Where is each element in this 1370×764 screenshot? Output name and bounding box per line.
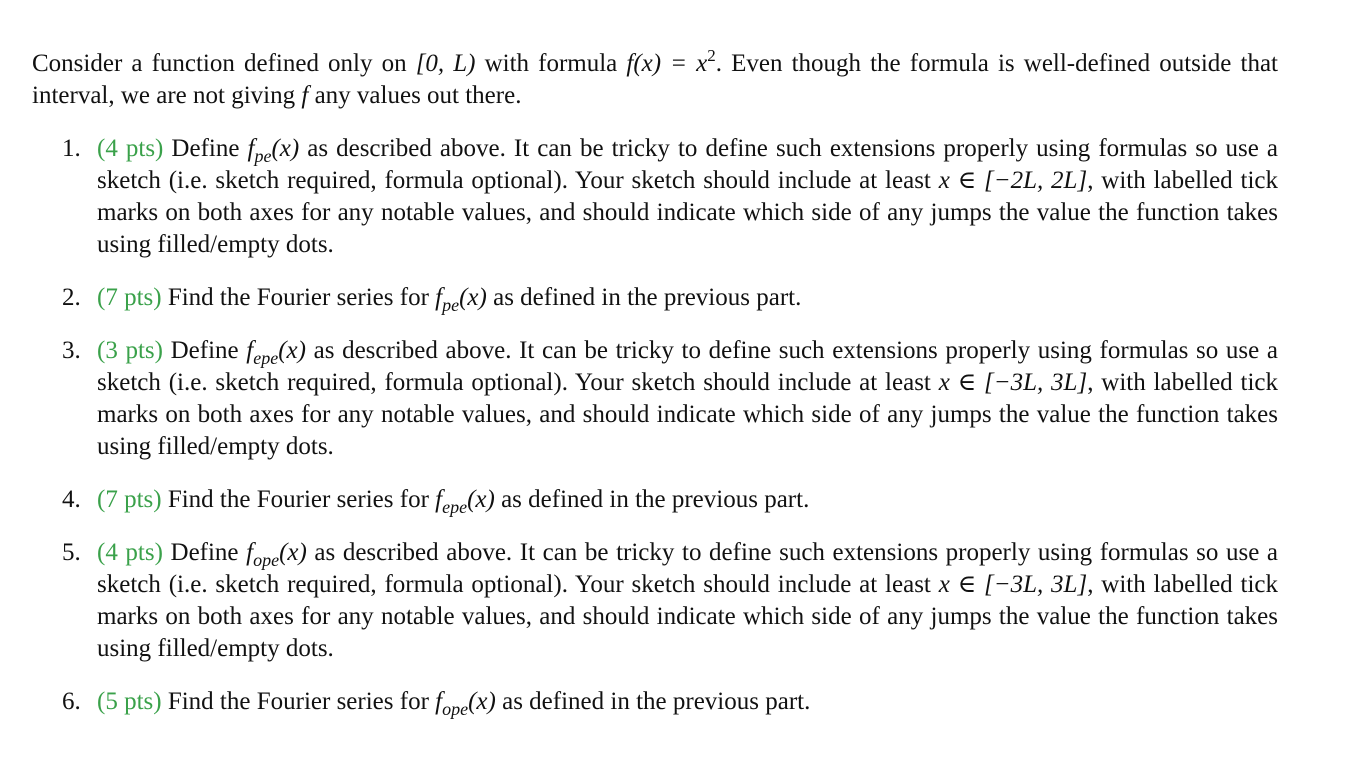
intro-paragraph [32, 48, 1278, 112]
interval-math: [0, L) [415, 50, 476, 77]
function-name: f [246, 337, 254, 364]
intro-text-4: any values out there. [308, 82, 522, 109]
problem-item [32, 133, 1278, 261]
problem-text: , with labelled tick marks on both axes for any notable values, and should indicate which side of any jumps the value the function takes using filled/empty dots. [97, 571, 1278, 662]
function-subscript: pe [442, 295, 460, 315]
problem-number: 2. [62, 284, 81, 311]
problem-text: Find the Fourier series for [161, 688, 436, 715]
problem-text: Define [163, 135, 248, 162]
function-subscript: ope [253, 550, 280, 570]
problem-item [32, 537, 1278, 665]
problem-text: as defined in the previous part. [495, 688, 811, 715]
range-math: x ∈ [−2L, 2L] [938, 167, 1088, 194]
problem-points: (5 pts) [97, 688, 162, 715]
problem-text: Define [162, 539, 247, 566]
function-arg: (x) [459, 284, 487, 311]
problem-points: (4 pts) [97, 135, 164, 162]
function-arg: (x) [468, 688, 496, 715]
problem-item [32, 484, 1278, 516]
function-name: f [435, 486, 443, 513]
range-math: x ∈ [−3L, 3L] [938, 369, 1088, 396]
function-name: f [246, 539, 254, 566]
formula-math: f(x) = x [626, 50, 708, 77]
function-subscript: ope [442, 699, 469, 719]
problem-text: , with labelled tick marks on both axes for any notable values, and should indicate which side of any jumps the value the function takes using filled/empty dots. [97, 167, 1278, 258]
problem-list [32, 133, 1278, 718]
problem-points: (7 pts) [97, 284, 162, 311]
intro-text-1: Consider a function defined only on [32, 50, 416, 77]
problem-item [32, 282, 1278, 314]
function-name: f [435, 688, 443, 715]
function-arg: (x) [467, 486, 495, 513]
problem-points: (3 pts) [97, 337, 163, 364]
problem-text: as defined in the previous part. [486, 284, 802, 311]
problem-number: 5. [62, 539, 81, 566]
problem-text: as described above. It can be tricky to define such extensions properly using formulas so use a sketch (i.e. sketch required, formula optional). Your sketch should include at least [97, 337, 1278, 396]
intro-text-2: with formula [475, 50, 627, 77]
function-subscript: pe [254, 146, 272, 166]
problem-points: (4 pts) [97, 539, 163, 566]
function-name: f [247, 135, 255, 162]
problem-number: 1. [62, 135, 81, 162]
document [32, 48, 1278, 739]
problem-item [32, 686, 1278, 718]
formula-exponent: 2 [707, 46, 716, 65]
problem-text: as described above. It can be tricky to define such extensions properly using formulas so use a sketch (i.e. sketch required, formula optional). Your sketch should include at least [97, 135, 1278, 194]
problem-text: as described above. It can be tricky to define such extensions properly using formulas so use a sketch (i.e. sketch required, formula optional). Your sketch should include at least [97, 539, 1278, 598]
function-subscript: epe [253, 348, 279, 368]
function-name: f [435, 284, 443, 311]
problem-text: , with labelled tick marks on both axes for any notable values, and should indicate which side of any jumps the value the function takes using filled/empty dots. [97, 369, 1278, 460]
problem-number: 6. [62, 688, 81, 715]
problem-number: 4. [62, 486, 81, 513]
problem-text: Find the Fourier series for [161, 486, 436, 513]
function-arg: (x) [279, 539, 307, 566]
function-arg: (x) [278, 337, 306, 364]
problem-text: Find the Fourier series for [161, 284, 436, 311]
function-arg: (x) [271, 135, 300, 162]
problem-text: Define [162, 337, 247, 364]
problem-number: 3. [62, 337, 81, 364]
f-symbol: f [301, 82, 309, 109]
function-subscript: epe [442, 497, 468, 517]
range-math: x ∈ [−3L, 3L] [938, 571, 1088, 598]
problem-item [32, 335, 1278, 463]
problem-text: as defined in the previous part. [494, 486, 810, 513]
intro-text-3: . Even though the formula is well-defined outside that interval, we are not giving [32, 50, 1278, 109]
problem-points: (7 pts) [97, 486, 162, 513]
